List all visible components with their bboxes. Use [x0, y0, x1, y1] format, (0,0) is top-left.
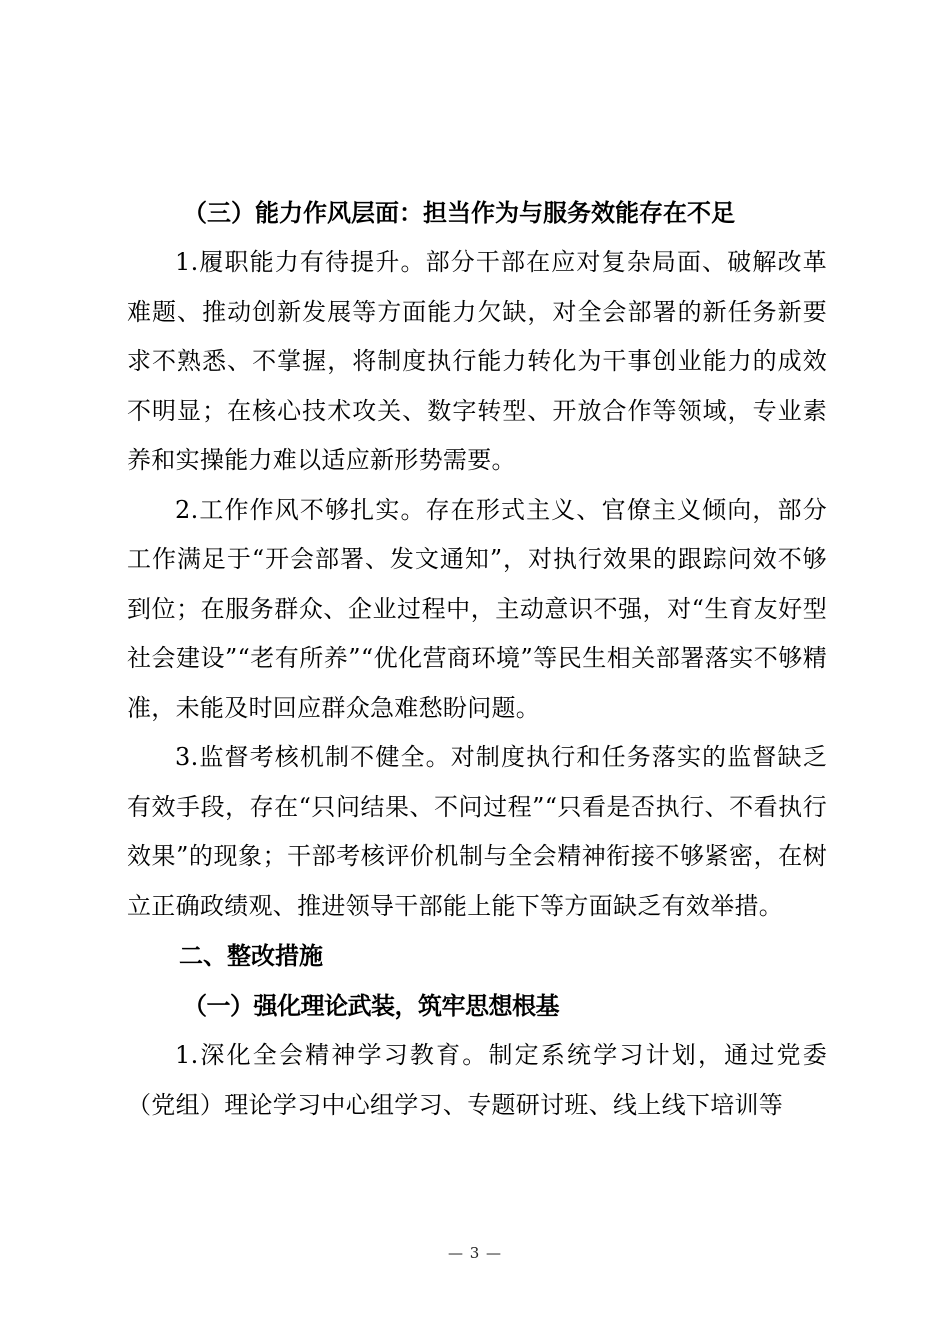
paragraph-item-1: 1.履职能力有待提升。部分干部在应对复杂局面、破解改革难题、推动创新发展等方面能力欠缺，对全会部署的新任务新要求不熟悉、不掌握，将制度执行能力转化为干事创业能力的成效不明显；在核心技术攻关、数字转型、开放合作等领域，专业素养和实操能力难以适应新形势需要。	[127, 248, 827, 474]
subsection-heading-theory: （一）强化理论武装，筑牢思想根基	[183, 992, 559, 1020]
document-body	[127, 188, 827, 1130]
page-number: — 3 —	[447, 1244, 503, 1262]
section-heading-ability-style: （三）能力作风层面：担当作为与服务效能存在不足	[183, 199, 735, 227]
paragraph-item-3: 3.监督考核机制不健全。对制度执行和任务落实的监督缺乏有效手段，存在“只问结果、不问过程”“只看是否执行、不看执行效果”的现象；干部考核评价机制与全会精神衔接不够紧密，在树立正确政绩观、推进领导干部能上能下等方面缺乏有效举措。	[127, 743, 827, 920]
part-heading-rectification: 二、整改措施	[179, 942, 323, 970]
paragraph-item-2: 2.工作作风不够扎实。存在形式主义、官僚主义倾向，部分工作满足于“开会部署、发文通知”，对执行效果的跟踪问效不够到位；在服务群众、企业过程中，主动意识不强，对“生育友好型社会建设”“老有所养”“优化营商环境”等民生相关部署落实不够精准，未能及时回应群众急难愁盼问题。	[127, 495, 827, 722]
paragraph-item-deepen-study: 1.深化全会精神学习教育。制定系统学习计划，通过党委（党组）理论学习中心组学习、专题研讨班、线上线下培训等	[127, 1041, 827, 1119]
